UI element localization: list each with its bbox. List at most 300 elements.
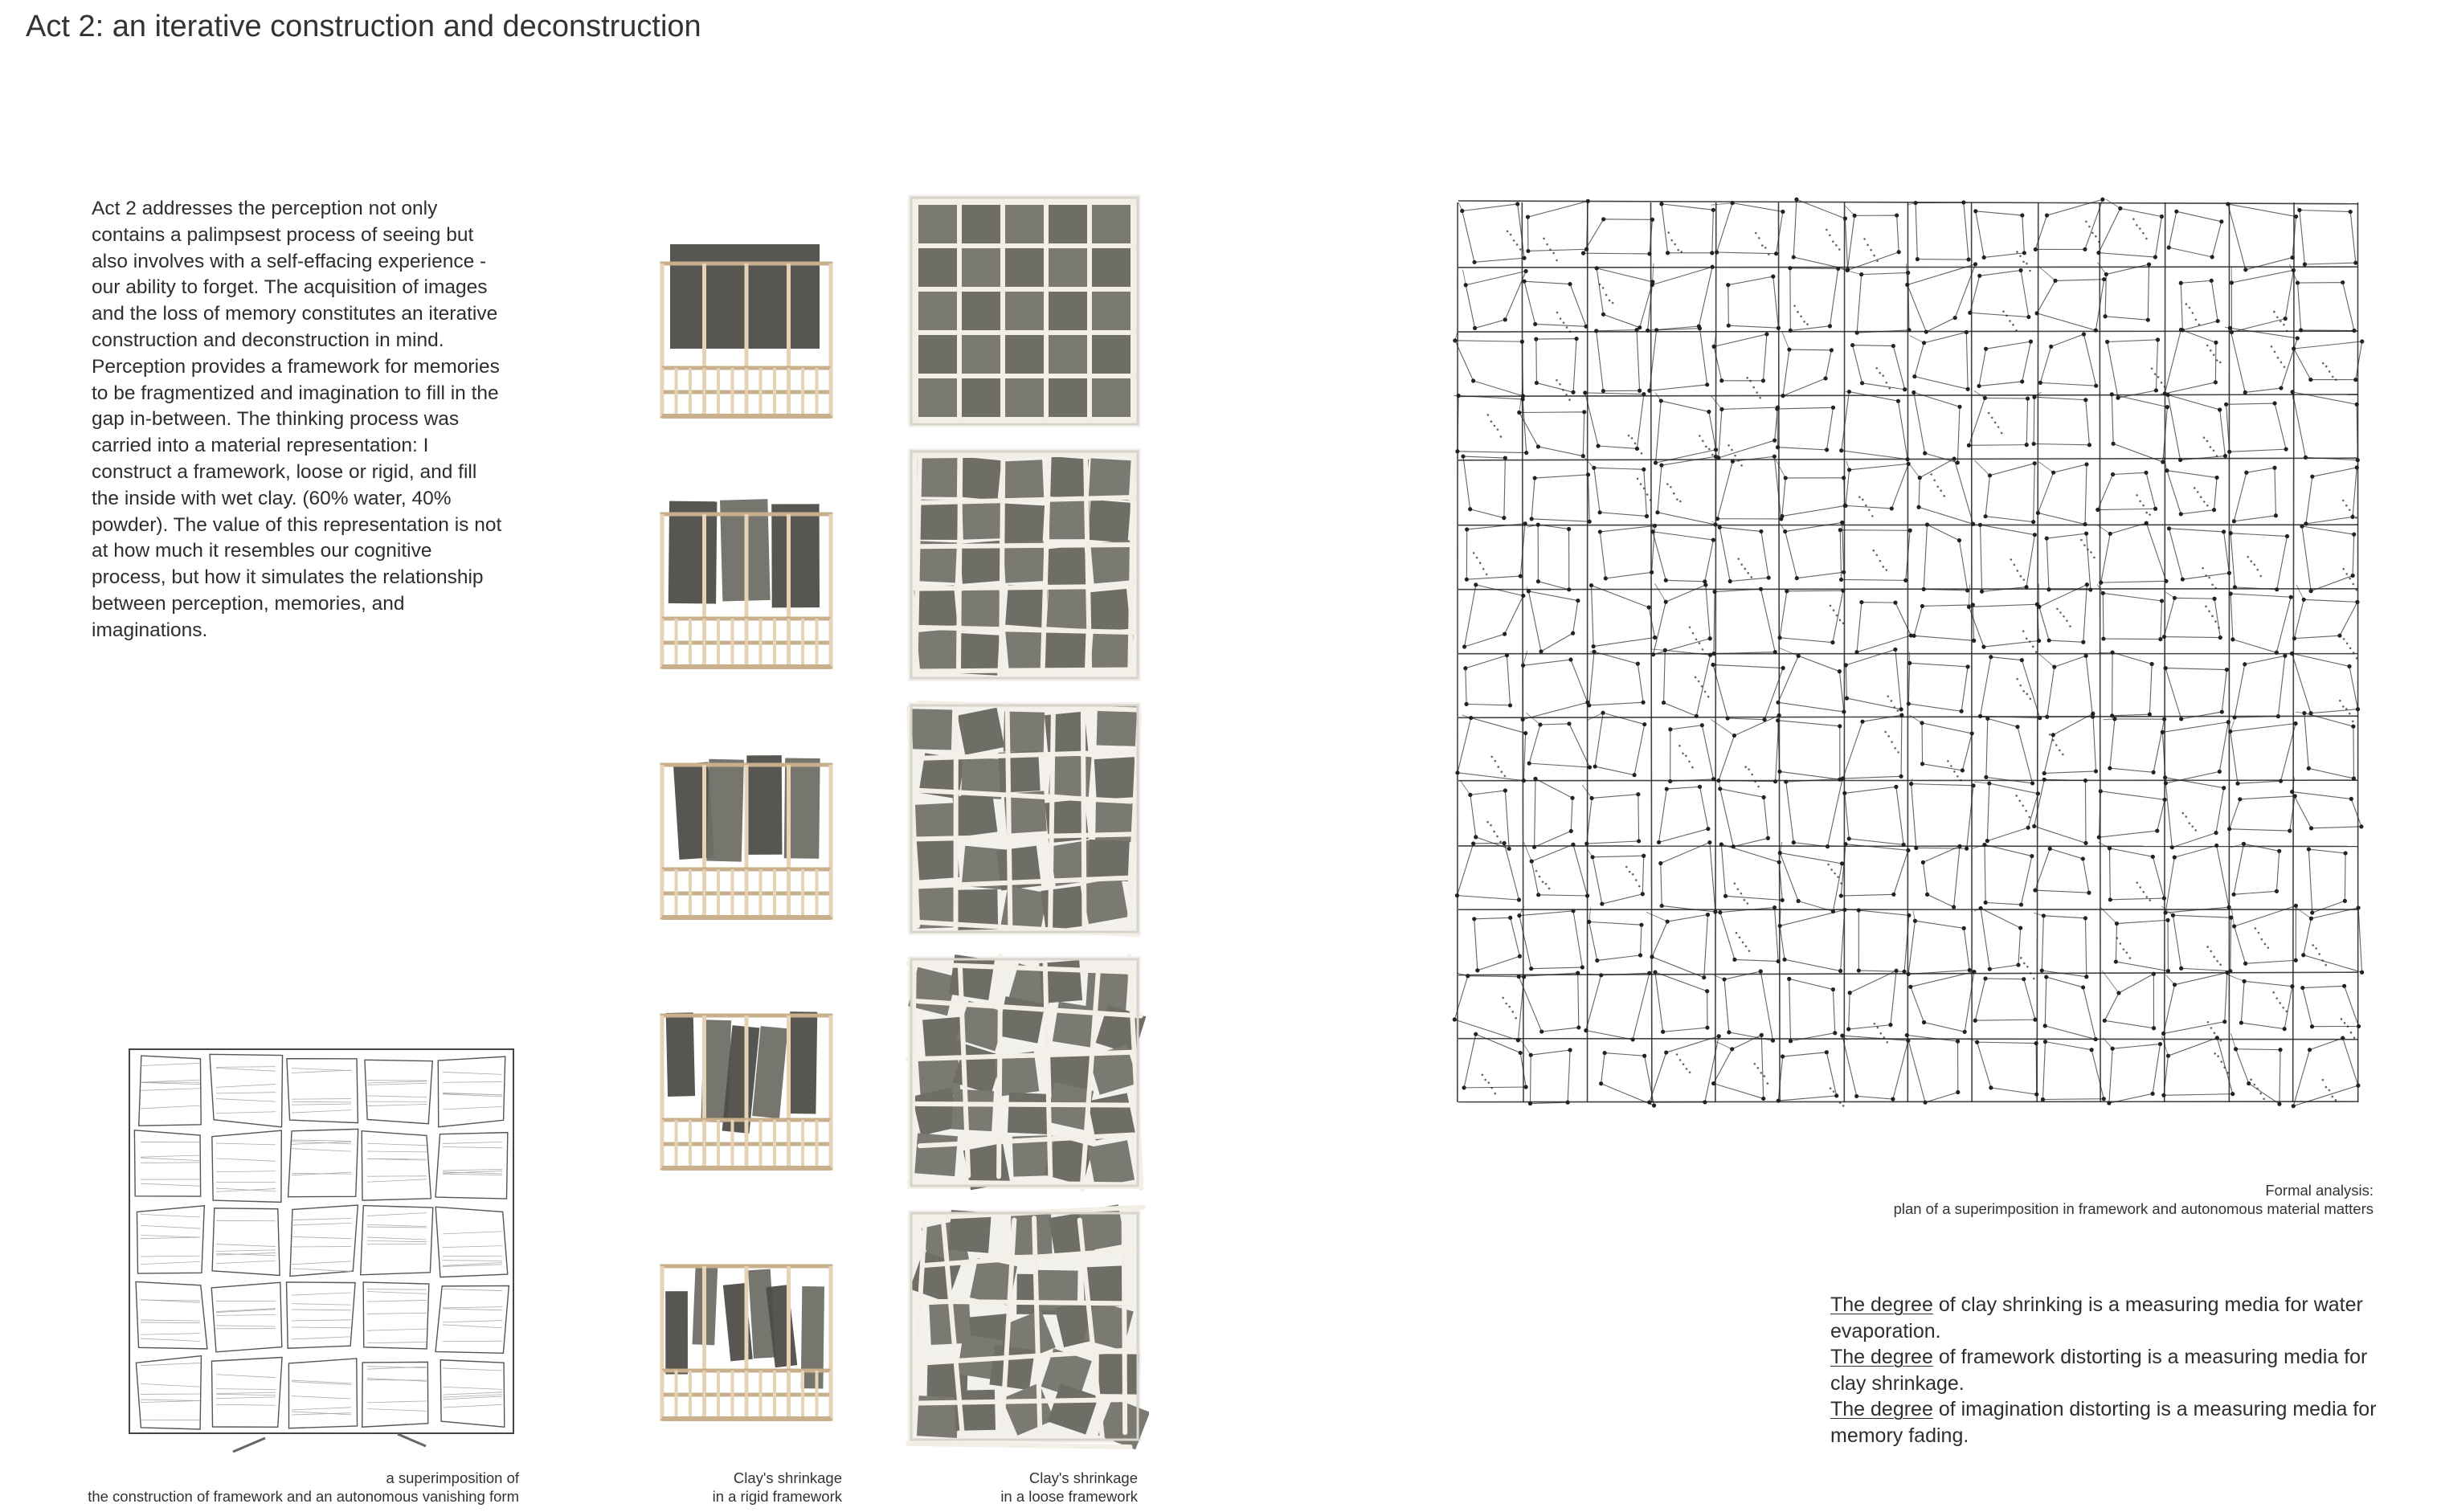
plan-node bbox=[2163, 910, 2167, 914]
plan-cell bbox=[1858, 910, 1909, 971]
plan-node bbox=[2081, 640, 2085, 644]
plan-node bbox=[1705, 1026, 1709, 1030]
plan-cell bbox=[1922, 723, 1972, 770]
plan-cell bbox=[1778, 721, 1840, 780]
plan-node bbox=[1503, 788, 1507, 792]
plan-node bbox=[1600, 901, 1604, 905]
plan-dot bbox=[2026, 263, 2028, 265]
plan-dot bbox=[1679, 501, 1682, 503]
plan-node bbox=[2100, 198, 2104, 202]
plan-node bbox=[2091, 712, 2095, 716]
plan-dot bbox=[1740, 893, 1743, 895]
formal-caption bbox=[1894, 1181, 2374, 1218]
plan-node bbox=[1759, 529, 1763, 533]
plan-cell bbox=[1659, 787, 1708, 842]
clay-piece bbox=[706, 759, 744, 862]
plan-dot bbox=[2203, 501, 2206, 503]
plan-node bbox=[2155, 829, 2159, 833]
plan-node bbox=[1894, 969, 1898, 973]
plan-dot bbox=[2206, 345, 2209, 347]
plan-dot bbox=[1688, 761, 1691, 763]
clay-cell bbox=[1091, 378, 1131, 418]
plan-node bbox=[1517, 975, 1521, 979]
plan-node bbox=[2230, 1092, 2235, 1096]
plan-dot bbox=[2015, 329, 2018, 332]
plan-node bbox=[2105, 340, 2109, 344]
plan-node bbox=[1833, 1031, 1837, 1035]
plan-dot bbox=[2329, 1089, 2331, 1092]
sketch-hatch bbox=[216, 1085, 276, 1088]
plan-node bbox=[2094, 329, 2098, 333]
plan-dot bbox=[2349, 578, 2351, 580]
plan-node bbox=[1659, 202, 1663, 206]
plan-node bbox=[1661, 1030, 1665, 1034]
plan-node bbox=[2218, 770, 2222, 774]
plan-node bbox=[1533, 322, 1537, 326]
plan-node bbox=[1666, 919, 1670, 923]
plan-node bbox=[2349, 210, 2353, 214]
frame-stick-h bbox=[915, 1104, 1137, 1105]
plan-tie bbox=[1778, 648, 1798, 656]
plan-node bbox=[1503, 632, 1507, 636]
plan-dot bbox=[1599, 284, 1601, 286]
plan-node bbox=[2083, 522, 2087, 526]
plan-dot bbox=[2342, 568, 2345, 570]
plan-dot bbox=[1748, 768, 1750, 770]
plan-node bbox=[1582, 410, 1586, 414]
plan-node bbox=[1776, 445, 1780, 449]
sketch-hatch bbox=[216, 1244, 276, 1247]
plan-dot bbox=[2205, 574, 2207, 577]
clay-cell bbox=[914, 1133, 958, 1176]
plan-cell bbox=[2236, 1049, 2280, 1104]
plan-dot bbox=[1490, 824, 1492, 827]
plan-dot bbox=[2142, 505, 2145, 507]
plan-dot bbox=[2030, 972, 2032, 975]
plan-dot bbox=[2026, 637, 2028, 640]
plan-dot bbox=[1832, 240, 1834, 243]
plan-node bbox=[2227, 450, 2231, 454]
plan-node bbox=[1517, 897, 1521, 901]
plan-node bbox=[2029, 340, 2033, 344]
plan-node bbox=[1891, 344, 1895, 348]
rigid-caption-line2: in a rigid framework bbox=[712, 1488, 842, 1505]
plan-node bbox=[1962, 926, 1966, 930]
plan-dot bbox=[2349, 713, 2351, 715]
plan-node bbox=[2226, 905, 2230, 909]
plan-dot bbox=[1994, 422, 1997, 424]
plan-node bbox=[2019, 902, 2023, 906]
plan-dot bbox=[1503, 774, 1506, 777]
plan-node bbox=[2083, 841, 2087, 845]
plan-node bbox=[2037, 639, 2041, 643]
plan-node bbox=[1567, 587, 1571, 591]
plan-node bbox=[1895, 213, 1899, 217]
statement-2 bbox=[1830, 1344, 2377, 1396]
plan-dot bbox=[1689, 626, 1691, 628]
clay-cell bbox=[989, 1345, 1034, 1390]
plan-node bbox=[1771, 1039, 1775, 1043]
plan-node bbox=[2278, 1048, 2282, 1052]
clay-cell bbox=[1086, 589, 1131, 633]
plan-node bbox=[2020, 213, 2024, 217]
plan-node bbox=[1534, 337, 1538, 341]
plan-cell bbox=[1462, 204, 1524, 262]
plan-node bbox=[1847, 836, 1851, 840]
plan-node bbox=[1585, 893, 1589, 897]
plan-dot bbox=[2145, 512, 2148, 514]
plan-node bbox=[1527, 762, 1531, 766]
clay-cell bbox=[918, 291, 958, 331]
plan-cell bbox=[1531, 844, 1587, 896]
plan-node bbox=[2099, 789, 2103, 793]
plan-dot bbox=[2253, 1084, 2255, 1086]
plan-node bbox=[1664, 578, 1668, 582]
plan-node bbox=[2151, 1092, 2155, 1096]
plan-dot bbox=[2206, 946, 2209, 948]
sketch-hatch bbox=[141, 1256, 200, 1257]
plan-node bbox=[1508, 703, 1512, 707]
plan-node bbox=[1637, 839, 1641, 843]
plan-dot bbox=[2342, 500, 2345, 502]
plan-node bbox=[2022, 251, 2026, 255]
plan-node bbox=[2160, 599, 2164, 603]
plan-node bbox=[2144, 471, 2148, 475]
plan-node bbox=[1522, 975, 1526, 979]
sketch-hatch bbox=[443, 1142, 502, 1143]
plan-node bbox=[1568, 657, 1572, 661]
plan-dot bbox=[1497, 428, 1499, 431]
plan-node bbox=[1536, 444, 1540, 448]
sketch-hatch bbox=[443, 1368, 502, 1371]
sketch-hatch bbox=[367, 1083, 427, 1085]
plan-node bbox=[1788, 266, 1792, 270]
plan-node bbox=[2284, 447, 2288, 452]
plan-node bbox=[1922, 1020, 1926, 1024]
plan-node bbox=[2034, 247, 2038, 251]
plan-node bbox=[1568, 282, 1572, 286]
plan-dot bbox=[1650, 499, 1652, 501]
loose-model bbox=[908, 448, 1141, 681]
plan-dot bbox=[1556, 259, 1558, 262]
plan-node bbox=[1952, 905, 1956, 909]
plan-node bbox=[2018, 268, 2022, 272]
plan-cell bbox=[1840, 530, 1910, 581]
plan-node bbox=[2036, 791, 2040, 795]
plan-dot bbox=[2220, 1040, 2222, 1042]
plan-node bbox=[1636, 792, 1640, 796]
plan-tie bbox=[1974, 782, 1989, 783]
plan-node bbox=[2223, 454, 2227, 458]
plan-node bbox=[2292, 346, 2296, 350]
plan-node bbox=[1826, 844, 1830, 848]
plan-dot bbox=[1754, 781, 1756, 783]
plan-node bbox=[2107, 1101, 2111, 1105]
plan-dot bbox=[1943, 495, 1945, 497]
plan-dot bbox=[2080, 539, 2083, 541]
plan-node bbox=[1726, 283, 1730, 287]
plan-dot bbox=[1744, 766, 1747, 768]
plan-dot bbox=[2129, 957, 2132, 959]
plan-cell bbox=[1777, 407, 1834, 450]
plan-cell bbox=[1652, 914, 1707, 977]
plan-node bbox=[1794, 198, 1798, 202]
plan-node bbox=[2042, 778, 2046, 782]
plan-dot bbox=[1494, 425, 1496, 427]
plan-node bbox=[1830, 348, 1834, 352]
sketch-hatch bbox=[141, 1155, 200, 1157]
plan-node bbox=[1528, 1101, 1532, 1105]
plan-dot bbox=[1882, 374, 1884, 377]
plan-cell bbox=[1717, 203, 1783, 254]
plan-node bbox=[2272, 401, 2276, 405]
sketch-hatch bbox=[443, 1325, 502, 1328]
plan-node bbox=[2244, 471, 2248, 475]
plan-node bbox=[1695, 714, 1699, 718]
plan-node bbox=[2166, 969, 2170, 973]
plan-node bbox=[2210, 279, 2214, 283]
plan-dot bbox=[1748, 950, 1751, 952]
plan-node bbox=[2152, 770, 2156, 774]
plan-dot bbox=[2032, 646, 2034, 648]
sketch-hatch bbox=[443, 1307, 502, 1308]
plan-node bbox=[1772, 905, 1777, 909]
plan-cell bbox=[2112, 394, 2167, 462]
plan-node bbox=[1828, 324, 1832, 328]
plan-node bbox=[1825, 447, 1829, 452]
plan-cell bbox=[2045, 977, 2095, 1040]
clay-cell bbox=[1091, 204, 1131, 244]
plan-dot bbox=[2083, 544, 2086, 546]
plan-node bbox=[2277, 849, 2281, 853]
plan-line-v bbox=[1778, 202, 1780, 1102]
sketch-hatch bbox=[216, 1188, 276, 1191]
plan-dot bbox=[2264, 943, 2267, 946]
plan-dot bbox=[1956, 775, 1959, 778]
plan-cell bbox=[2037, 280, 2104, 330]
plan-dot bbox=[1605, 294, 1608, 296]
plan-dot bbox=[1545, 883, 1548, 885]
plan-dot bbox=[2001, 432, 2003, 435]
plan-node bbox=[1650, 954, 1654, 958]
plan-node bbox=[2229, 591, 2233, 595]
plan-dot bbox=[1486, 573, 1488, 575]
plan-node bbox=[1970, 731, 1974, 735]
plan-cell bbox=[1658, 456, 1716, 525]
plan-cell bbox=[1719, 527, 1768, 581]
plan-node bbox=[2084, 531, 2088, 535]
plan-dot bbox=[1476, 557, 1478, 559]
plan-node bbox=[1846, 1027, 1850, 1031]
plan-dot bbox=[1747, 902, 1749, 905]
plan-node bbox=[1787, 347, 1791, 351]
plan-node bbox=[1711, 1081, 1715, 1085]
plan-node bbox=[1981, 645, 1985, 649]
plan-cell bbox=[1846, 464, 1908, 509]
plan-cell bbox=[2292, 392, 2357, 460]
plan-cell bbox=[2165, 329, 2216, 393]
plan-dot bbox=[2250, 1079, 2252, 1081]
plan-node bbox=[1908, 529, 1912, 533]
plan-dot bbox=[1838, 248, 1841, 251]
plan-dot bbox=[1887, 735, 1890, 738]
plan-node bbox=[2148, 713, 2152, 717]
plan-dot bbox=[2272, 991, 2275, 994]
loose-model bbox=[908, 1204, 1149, 1449]
plan-node bbox=[1521, 717, 1525, 721]
plan-node bbox=[1576, 1025, 1580, 1029]
plan-dot bbox=[2188, 822, 2190, 824]
plan-node bbox=[2031, 520, 2035, 524]
plan-dot bbox=[2198, 324, 2201, 326]
clay-cell bbox=[1049, 499, 1090, 539]
plan-node bbox=[2034, 1041, 2038, 1045]
clay-cell bbox=[961, 291, 1001, 331]
plan-node bbox=[1523, 731, 1527, 735]
plan-dot bbox=[1676, 498, 1678, 501]
plan-dot bbox=[2343, 638, 2345, 640]
plan-dot bbox=[1628, 435, 1630, 437]
plan-cell bbox=[1458, 718, 1526, 781]
plan-node bbox=[1711, 265, 1715, 269]
plan-cell bbox=[1653, 532, 1714, 582]
plan-node bbox=[2049, 345, 2053, 349]
plan-node bbox=[1708, 636, 1712, 640]
sketch-hatch bbox=[141, 1063, 200, 1065]
loose-model bbox=[908, 954, 1146, 1190]
sketch-hatch bbox=[141, 1320, 200, 1321]
plan-dot bbox=[1500, 770, 1503, 773]
plan-node bbox=[2226, 720, 2230, 724]
plan-dot bbox=[2349, 647, 2352, 649]
plan-dot bbox=[2055, 744, 2058, 746]
plan-tie bbox=[1458, 202, 1462, 210]
plan-node bbox=[1588, 765, 1592, 769]
plan-node bbox=[1460, 209, 1464, 213]
plan-node bbox=[1989, 1085, 1993, 1089]
plan-dot bbox=[2353, 652, 2355, 654]
plan-node bbox=[2146, 318, 2150, 322]
sketch-hatch bbox=[216, 1375, 276, 1378]
plan-cell bbox=[2164, 598, 2220, 637]
plan-dot bbox=[1632, 873, 1634, 876]
statement-3-lead: The degree bbox=[1830, 1398, 1933, 1420]
plan-node bbox=[1567, 721, 1571, 725]
clay-cell bbox=[1091, 247, 1131, 288]
plan-dot bbox=[2332, 1096, 2334, 1098]
plan-dot bbox=[2219, 362, 2222, 364]
plan-node bbox=[1473, 326, 1477, 330]
plan-cell bbox=[2103, 593, 2161, 639]
plan-cell bbox=[2294, 599, 2357, 638]
plan-node bbox=[1890, 506, 1894, 510]
plan-dot bbox=[1487, 414, 1490, 416]
plan-cell bbox=[1783, 349, 1831, 396]
plan-dot bbox=[2015, 795, 2018, 797]
plan-dot bbox=[2271, 345, 2273, 348]
plan-node bbox=[2101, 636, 2105, 640]
plan-node bbox=[1650, 570, 1654, 574]
plan-node bbox=[1860, 720, 1864, 724]
plan-node bbox=[1857, 968, 1861, 972]
plan-node bbox=[2347, 664, 2351, 668]
plan-node bbox=[1530, 517, 1534, 521]
plan-node bbox=[2118, 206, 2122, 210]
plan-dot bbox=[1496, 836, 1499, 838]
plan-cell bbox=[1719, 407, 1778, 458]
plan-node bbox=[2218, 407, 2222, 411]
plan-node bbox=[2277, 1102, 2281, 1106]
plan-node bbox=[2219, 219, 2223, 223]
plan-node bbox=[1776, 701, 1780, 705]
plan-dot bbox=[1692, 632, 1695, 635]
plan-dot bbox=[2259, 575, 2262, 578]
plan-dot bbox=[1744, 568, 1746, 570]
plan-node bbox=[1921, 860, 1925, 864]
plan-cell bbox=[1719, 715, 1779, 781]
plan-node bbox=[1845, 696, 1849, 700]
plan-node bbox=[2034, 1093, 2038, 1097]
plan-cell bbox=[1524, 281, 1586, 326]
plan-cell bbox=[1597, 330, 1640, 391]
plan-dot bbox=[2284, 366, 2286, 368]
plan-node bbox=[1581, 251, 1585, 255]
plan-dot bbox=[2256, 1088, 2259, 1090]
plan-cell bbox=[2042, 916, 2087, 977]
plan-dot bbox=[2344, 1022, 2346, 1024]
plan-dot bbox=[1680, 251, 1683, 253]
plan-dot bbox=[1897, 751, 1899, 754]
plan-cell bbox=[1592, 586, 1655, 647]
plan-dot bbox=[1490, 756, 1493, 758]
plan-node bbox=[1783, 529, 1787, 533]
plan-node bbox=[1825, 1050, 1829, 1054]
plan-dot bbox=[2220, 1060, 2222, 1063]
frame-stick-v bbox=[1001, 452, 1004, 676]
plan-node bbox=[2151, 855, 2155, 859]
loose-caption-line2: in a loose framework bbox=[1000, 1488, 1138, 1505]
plan-node bbox=[1989, 655, 1993, 659]
sketch-hatch bbox=[367, 1096, 427, 1097]
plan-cell bbox=[2303, 986, 2359, 1026]
plan-node bbox=[1925, 522, 1929, 526]
plan-node bbox=[1584, 1028, 1588, 1032]
plan-cell bbox=[1785, 522, 1844, 578]
plan-node bbox=[1654, 328, 1658, 332]
plan-node bbox=[1841, 589, 1845, 593]
plan-cell bbox=[1470, 791, 1509, 848]
plan-node bbox=[2173, 856, 2177, 860]
plan-cell bbox=[2181, 280, 2218, 330]
plan-node bbox=[1598, 510, 1602, 514]
plan-node bbox=[1978, 523, 1982, 527]
plan-node bbox=[1982, 255, 1986, 259]
plan-dot bbox=[1754, 1063, 1756, 1065]
plan-cell bbox=[1531, 475, 1589, 521]
plan-dot bbox=[2091, 232, 2094, 235]
clay-cell bbox=[917, 629, 960, 672]
plan-node bbox=[1461, 454, 1465, 458]
plan-node bbox=[1839, 578, 1843, 582]
plan-dot bbox=[1670, 239, 1673, 242]
clay-cell bbox=[998, 996, 1045, 1044]
plan-dot bbox=[2341, 1018, 2343, 1020]
plan-dot bbox=[1839, 1101, 1842, 1104]
sketch-hatch bbox=[141, 1400, 200, 1402]
plan-node bbox=[2309, 826, 2313, 830]
plan-dot bbox=[1764, 247, 1767, 249]
plan-dot bbox=[1702, 648, 1704, 651]
